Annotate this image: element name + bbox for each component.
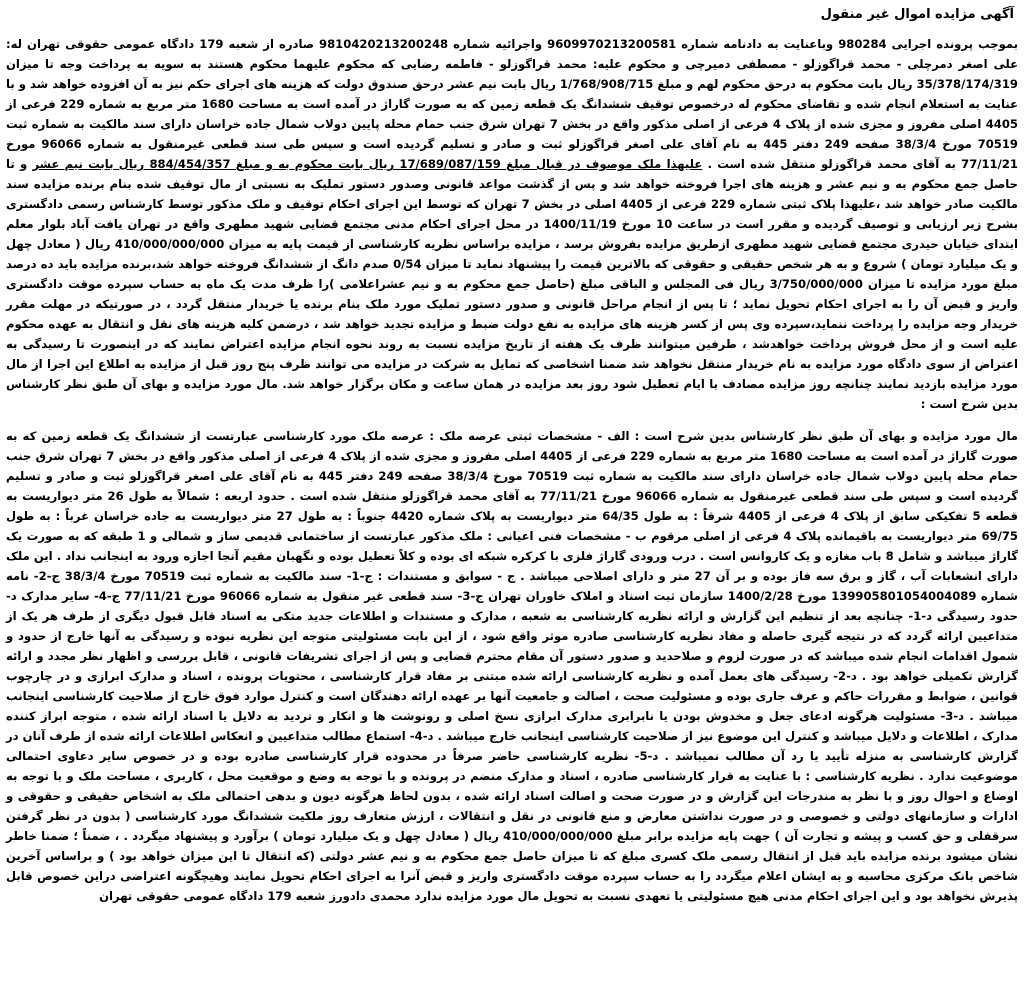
underlined-auction-amount: علیهذا ملک موصوف در قبال مبلغ 17/689/087/159 ریال بابت محکوم به و مبلغ 884/454/357 ریال بابت نیم عشر: [32, 157, 703, 171]
notice-title: آگهی مزایده اموال غیر منقول: [820, 7, 1014, 22]
paragraph-text: و تا حاصل جمع محکوم به و نیم عشر و هزینه های اجرا فروخته خواهد شد و پس از گذشت مواعد قانونی وصدور دستور تملیک به نسبتی از مال توقیف شده بنام برنده مزایده سند مالکیت صادر خواهد شد ،علیهذا پلاک ثبتی شماره 229 فرعی از 4405 اصلی در بخش 7 تهران که توسط این اجرای احکام توقیف و ملک مذکور توسط کارشناس رسمی دادگستری بشرح زیر ارزیابی و توصیف گردیده و مقرر است در ساعت 10 مورخ 1400/11/19 در محل اجرای احکام مدنی مجتمع قضایی شهید مطهری واقع در تهران یافت آباد بلوار معلم ابتدای خیابان حیدری مجتمع قضایی شهید مطهری ازطریق مزایده بفروش برسد ، مزایده براساس نظریه کارشناسی از قیمت پایه به میزان 410/000/000/000 ریال ( معادل چهل و یک میلیارد تومان ) شروع و به هر شخص حقیقی و حقوقی که بالاترین قیمت را پیشنهاد نماید تا میزان 0/54 صدم دانگ از ششدانگ فروخته خواهد شد،برنده مزایده باید ده درصد مبلغ مورد مزایده تا میزان 3/750/000/000 ریال فی المجلس و الباقی مبلغ (حاصل جمع محکوم به و نیم عشراعلامی )را ظرف مدت یک ماه به حساب سپرده موقت دادگستری واریز و قبض آن را به اجرای احکام تحویل نماید ؛ تا پس از انجام مراحل قانونی و صدور دستور تملیک مورد ملک بنام برنده یا خریدار منتقل گردد ، در صورتیکه در مهلت مقرر خریدار وجه مزایده را پرداخت ننماید،سپرده وی پس از کسر هزینه های مزایده به نفع دولت ضبط و مزایده تجدید خواهد شد ، درضمن کلیه هزینه های نقل و انتقال به عهده محکوم علیه است و از محل فروش پرداخت خواهدشد ، طرفین میتوانند ظرف یک هفته از تاریخ مزایده نسبت به روند نحوه انجام مزایده اعتراض نمایند که در اینصورت تا رسیدگی به اعتراض از سوی دادگاه مورد مزایده به نام خریدار منتقل نخواهد شد ضمنا اشخاصی که تمایل به شرکت در مزایده می توانند ظرف پنج روز قبل از مزایده به اطلاع این اجرا از مال مورد مزایده بازدید نمایند چنانچه روز مزایده مصادف با ایام تعطیل شود روز بعد مزایده در همان ساعت و مکان برگزار خواهد شد. مال مورد مزایده و بهای آن طبق نظر کارشناس بدین شرح است :: [6, 157, 1018, 411]
paragraph-text: بموجب پرونده اجرایی 980284 وباعنایت به دادنامه شماره 9609970213200581 واجرائیه شماره 9810420213200248 صادره از شعبه 179 دادگاه عمومی حقوقی تهران له: علی اصغر دمرچلی - محمد قراگوزلو - مصطفی دمیرچی و محکوم علیه: محمد قراگوزلو - فاطمه رضایی که محکوم علیهما محکوم هستند به سویه به پرداخت وجه تا میزان 35/378/174/319 ریال بابت محکوم به درحق محکوم لهم و مبلغ 1/768/908/715 ریال بابت نیم عشر درحق صندوق دولت که هزینه های اجرای حکم نیز به آن افزوده خواهد شد و با عنایت به استعلام انجام شده و تقاضای محکوم له درخصوص توقیف ششدانگ یک قطعه زمین که به صورت گاراژ در آمده است به مساحت 1680 متر مربع به شماره 229 فرعی از 4405 اصلی مفروز و مجزی شده از پلاک 4 فرعی از اصلی مذکور واقع در بخش 7 تهران شرق جنب حمام محله پایین دولاب شمال جاده خراسان دارای سند مالکیت به شماره ثبت 70519 مورخ 38/3/4 صفحه 249 دفتر 445 به نام آقای علی اصغر قراگوزلو ثبت و صادر و تسلیم گردیده است و سپس طی سند قطعی غیرمنقول به شماره 96066 مورخ 77/11/21 به آقای محمد قراگوزلو منتقل شده است .: [6, 37, 1019, 171]
paragraph-text: مال مورد مزایده و بهای آن طبق نظر کارشناس بدین شرح است : الف - مشخصات ثبتی عرصه ملک : عرصه ملک مورد کارشناسی عبارتست از ششدانگ یک قطعه زمین که به صورت گاراژ در آمده است به مساحت 1680 متر مربع به شماره 229 فرعی از 4405 اصلی مفروز و مجزی شده از پلاک 4 فرعی از اصلی مذکور واقع در بخش 7 تهران شرق جنب حمام محله پایین دولاب شمال جاده خراسان دارای سند مالکیت به شماره ثبت 70519 مورخ 38/3/4 صفحه 249 دفتر 445 به نام آقای علی اصغر قراگوزلو ثبت و صادر و تسلیم گردیده است و سپس طی سند قطعی غیرمنقول به شماره 96066 مورخ 77/11/21 به آقای محمد قراگوزلو منتقل شده است . حدود اربعه : شمالاً به طول 26 متر دیواریست به قطعه 5 تفکیکی سابق از پلاک 4 فرعی از 4405 شرقاً : به طول 64/35 متر دیواریست به پلاک شماره 4420 جنوباً : به طول 27 متر دیواریست به جاده خراسان غرباً : به طول 69/75 متر دیواریست به باقیمانده پلاک 4 فرعی از اصلی مرقوم ب - مشخصات فنی اعیانی : ملک مذکور عبارتست از ساختمانی قدیمی ساز و شمالی و 1 طبقه که به صورت یک گاراژ میباشد و شامل 8 باب مغازه و یک کاروانس است . درب ورودی گاراژ فلزی با کرکره شبکه ای بوده و کلاً تعطیل بوده و نگهبان مقیم آنجا اجازه ورود به اینجانب نداد . این ملک دارای انشعابات آب ، گاز و برق سه فاز بوده و بر آن 27 متر و دارای اصلاحی میباشد . ج - سوابق و مستندات : ج-1- سند مالکیت به شماره ثبت 70519 مورخ 38/3/4 ج-2- نامه شماره 139905801054004089 مورخ 1400/2/28 سازمان ثبت اسناد و املاک خاوران تهران ج-3- سند قطعی غیر منقول به شماره 96066 مورخ 77/11/21 ج-4- سایر مدارک د- حدود رسیدگی د-1- چنانچه بعد از تنظیم این گزارش و ارائه نظریه کارشناسی به شعبه ، مدارک و مستندات و اطلاعات جدید متکی به اسناد قابل قبول دیگری از طرف هر یک از متداعیین ارائه گردد که در نتیجه گیری حاصله و مفاد نظریه کارشناسی صادره موثر واقع شود ، از این بابت مسئولیتی متوجه این نظریه نبوده و رسیدگی به آنها خارج از حدود و شمول اقدامات انجام شده میباشد که در صورت لزوم و صلاحدید و صدور دستور آن مقام محترم قضایی و پس از اجرای تشریفات قانونی ، قابل بررسی و اظهار نظر مجدد و ارائه گزارش تکمیلی خواهد بود . د-2- رسیدگی های بعمل آمده و نظریه کارشناسی ارائه شده مبتنی بر مفاد قرار کارشناسی ، محتویات پرونده ، اسناد و مدارک ابرازی و در چارچوب قوانین ، ضوابط و مقررات حاکم و عرف جاری بوده و مسئولیت صحت ، اصالت و جامعیت آنها بر عهده ارائه دهندگان است و کنترل موارد فوق خارج از صلاحیت کارشناسی اینجانب میباشد . د-3- مسئولیت هرگونه ادعای جعل و مخدوش بودن یا نابرابری مدارک ابرازی نسخ اصلی و رونوشت ها و انکار و تردید به دلایل یا اسناد ارائه شده ، متوجه ابراز کننده مدارک ، اطلاعات و دلایل میباشد و کنترل این موضوع نیز از صلاحیت کارشناسی اینجانب خارج میباشد . د-4- استماع مطالب متداعیین و انعکاس اطلاعات ارائه شده از طرف آنان در گزارش کارشناسی به منزله تأیید یا رد آن مطالب نمیباشد . د-5- نظریه کارشناسی حاضر صرفاً در محدوده قرار کارشناسی صادره بوده و در خصوص سایر دعاوی احتمالی موضوعیت ندارد . نظریه کارشناسی : با عنایت به قرار کارشناسی صادره ، اسناد و مدارک منضم در پرونده و با توجه به وضع و موقعیت محل ، کاربری ، مساحت ملک و با توجه به اوضاع و احوال روز و با نظر به مندرجات این گزارش و در صورت صحت و اصالت اسناد ارائه شده ، بدون لحاظ هرگونه دیون و بدهی احتمالی ملک به اشخاص حقیقی و حقوقی و ادارات و سازمانهای دولتی و خصوصی و در صورت نداشتن معارض و منع قانونی در نقل و انتقالات ، ارزش متعارف روز ملکیت ششدانگ مورد کارشناسی ( بدون در نظر گرفتن سرقفلی و حق کسب و پیشه و تجارت آن ) جهت پایه مزایده برابر مبلغ 410/000/000/000 ریال ( معادل چهل و یک میلیارد تومان ) برآورد و پیشنهاد میگردد . ، ضمناً ؛ ضمنا خاطر نشان میشود برنده مزایده باید قبل از انتقال رسمی ملک کسری مبلغ که تا میزان حاصل جمع محکوم به و نیم عشر دولتی (که انتقال تا این میزان خواهد بود ) و براساس آخرین شاخص بانک مرکزی محاسبه و به ایشان اعلام میگردد را به حساب سپرده موقت دادگستری واریز و قبض آنرا به اجرای احکام تحویل نمایند وهیچگونه اعتراضی دراین خصوص قابل پذیرش نخواهد بود و این اجرای احکام مدنی هیچ مسئولیتی یا تعهدی نسبت به تحویل مال مورد مزایده ندارد محمدی دادورز شعبه 179 دادگاه عمومی حقوقی تهران: [6, 429, 1019, 903]
notice-paragraph-execution: [6, 34, 1018, 414]
notice-paragraph-expert-report: [6, 426, 1018, 906]
